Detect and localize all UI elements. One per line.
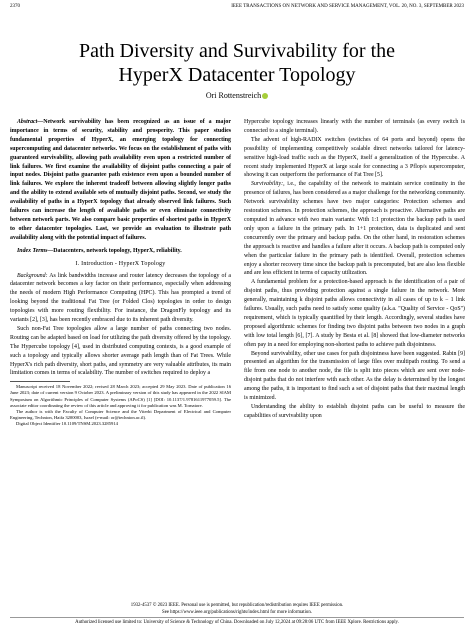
journal-header: IEEE TRANSACTIONS ON NETWORK AND SERVICE MANAGEMENT, VOL. 20, NO. 3, SEPTEMBER 2023 (231, 4, 464, 9)
right-paragraph-2: The advent of high-RADIX switches (switches of 64 ports and beyond) opens the possibility of implementing competitively scalable direct networks tailored for latency-sensitive high-load traffic such as the HyperX, itself a generalization of the Hypercube. A recent study implemented HyperX at large scale for connecting a 3 Pflop/s supercomputer, showing it can outperform the performance of Fat Tree [5]. (244, 136, 465, 179)
right-paragraph-5: Beyond survivability, other use cases for path disjointness have been suggested. Rabin [9] presented an algorithm for the transmission of large files over multipath routing. To send a file from one node to another node, the file is split into pieces which are sent over node-disjoint paths that do not interfere with each other. As the delay is determined by the longest among the paths, it is important to find such a set of disjoint paths that their maximal length is minimized. (244, 350, 465, 402)
abstract-label: Abstract— (17, 119, 44, 125)
paper-title-line-2: HyperX Datacenter Topology (118, 64, 356, 86)
paper-title (40, 39, 434, 87)
footnote-doi: Digital Object Identifier 10.1109/TNSM.2023.3285914 (16, 420, 118, 426)
background-lead: Background: (17, 272, 48, 279)
index-terms (10, 247, 231, 256)
survivability-lead: Survivability: (251, 181, 284, 188)
orcid-icon[interactable] (262, 93, 268, 99)
right-paragraph-6: Understanding the ability to establish disjoint paths can be useful to measure the capabilities of survivability upon (244, 404, 465, 419)
right-paragraph-1: Hypercube topology increases linearly with the number of terminals (as every switch is connected to a single terminal). (244, 119, 465, 134)
right-column (244, 118, 465, 421)
abstract (10, 118, 231, 243)
right-paragraph-4: A fundamental problem for a protection-based approach is the identification of a pair of disjoint paths, thus providing protection against a single failure in the network. More generally, maintaining k disjoint paths allows connectivity in all cases of up to k − 1 link failures. Usually, such paths need to satisfy some quality (a.k.a. "Quality of Service - QoS") requirement, which is typically quantified by their length. Accordingly, several studies have proposed algorithmic schemes for finding two disjoint paths between two nodes in a graph with low total length [6], [7]. A study by Besta et al. [8] showed that low-diameter networks often pay in a need for employing non-shortest paths to achieve path disjointness. (244, 279, 465, 348)
index-terms-label: Index Terms— (17, 247, 54, 254)
left-paragraph-2: Such non-Fat Tree topologies allow a large number of paths connecting two nodes. Routing can be adapted based on load for utilizing the path diversity offered by the topology. The Hypercube topology [4], used in distributed computing contexts, is a good example of such a topology and typically allows shorter average path length than of Fat Trees. While HyperX's rich path diversity, short paths, and symmetry are very valuable attributes, its main limitation comes in terms of scalability. The number of switches required to deploy a (10, 325, 231, 377)
left-column (10, 118, 231, 427)
copyright-line-2: See https://www.ieee.org/publications/rights/index.html for more information. (162, 609, 312, 615)
author-name: Ori Rottenstreich (205, 91, 262, 100)
author-line (120, 91, 354, 100)
authorized-use-notice: Authorized licensed use limited to: University of Science & Technology of China. Downloaded on July 12,2024 at 09:28:06 UTC from IEEE Xplore. Restrictions apply. (10, 617, 464, 627)
index-terms-text: Datacenters, network topology, HyperX, reliability. (53, 247, 182, 254)
running-header (10, 4, 464, 14)
right-paragraph-3: Survivability:, i.e., the capability of the network to maintain service continuity in the presence of failures, has been considered as a major challenge for the networking community. Network survivability schemes have two major categories: Protection schemes and restoration schemes. In protection schemes, the approach is proactive. Alternative paths are computed in advance with two main variants: With 1:1 protection the backup path is used only upon a failure in the primary path. In 1+1 protection, data is duplicated and sent concurrently over the primary and backup paths. On the other hand, in restoration schemes the approach is reactive and handles a failure after it occurs. A backup path is computed only when the particular failure in the primary path is identified. Overall, protection schemes enjoy a shorter recovery time since the backup path is precomputed, but are also less flexible and are less efficient in terms of capacity utilization. (244, 181, 465, 277)
footnotes (10, 384, 231, 427)
footnote-manuscript: Manuscript received 18 November 2022; revised 28 March 2023; accepted 29 May 2023. Date of publication 16 June 2023; date of current version 9 October 2023. A preliminary version of this study has appeared in the 2022 SIAM Symposium on Algorithmic Principles of Computer Systems (APoCS) [1] [DOI: 10.1137/1.9781611977059.5]. The associate editor coordinating the review of this article and approving it for publication was M. Tornatore. (10, 384, 231, 408)
footnote-author: The author is with the Faculty of Computer Science and the Viterbi Department of Electrical and Computer Engineering, Technion, Haifa 3200003, Israel (e-mail: or@technion.ac.il). (10, 408, 231, 420)
left-paragraph-1: Background: As link bandwidths increase and router latency decreases the topology of a datacenter network becomes a key factor on their performance, especially when addressing the needs of modern High Performance Computing (HPC). This has prompted a trend of looking beyond the traditional Fat Tree (or Folded Clos) topologies in order to design topologies with more routing flexibility. For instance, the DragonFly topology and its variants [2], [3], has been recently embraced due to its inherent path diversity. (10, 272, 231, 324)
copyright-notice (10, 603, 464, 616)
paper-title-line-1: Path Diversity and Survivability for the (78, 40, 396, 62)
section-heading-intro: I. Introduction - HyperX Topology (75, 260, 166, 267)
copyright-line-1: 1932-4537 © 2023 IEEE. Personal use is permitted, but republication/redistribution requires IEEE permission. (130, 603, 344, 608)
page-number: 2370 (10, 4, 20, 9)
abstract-text: Network survivability has been recognized as an issue of a major importance in terms of security, stability and prosperity. This paper studies fundamental properties of HyperX, an emerging topology for connecting supercomputing and datacenter networks. We focus on the establishment of paths with guaranteed survivability, allowing path availability even upon a restricted number of link failures. We first examine the availability of disjoint paths connecting a pair of input nodes. Disjoint paths guarantee path existence even upon a bounded number of link failures. We explore the inherent tradeoff between allowing slightly longer paths and the ability to extend available sets of mutually disjoint paths. Second, we study the availability of paths in a HyperX topology that already observed link failures. Such failures can increase the length of available paths or even eliminate connectivity between network parts. We also compare basic properties of shortest paths in HyperX to other datacenter topologies. Last, we provide an evaluation to illustrate path availability along with the potential impact of failures. (10, 119, 231, 241)
footnote-rule (10, 381, 70, 382)
